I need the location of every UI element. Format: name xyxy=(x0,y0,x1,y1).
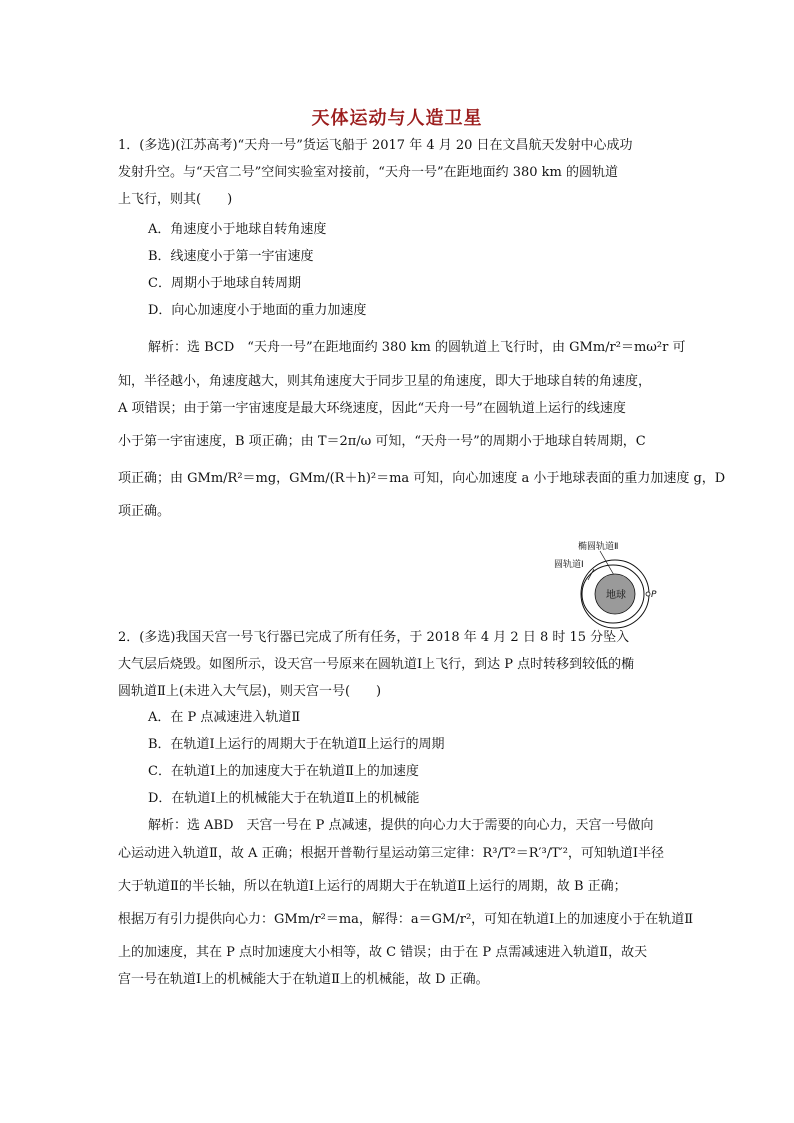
q1-stem xyxy=(118,132,678,213)
q2-analysis-line: 大于轨道Ⅱ的半长轴，所以在轨道Ⅰ上运行的周期大于在轨道Ⅱ上运行的周期，故 B 正确； xyxy=(118,879,627,894)
q2-analysis-line: 上的加速度，其在 P 点时加速度大小相等，故 C 错误；由于在 P 点需减速进入轨道Ⅱ，故天 xyxy=(118,945,648,960)
circle-orbit-label: 圆轨道Ⅰ xyxy=(554,560,584,570)
earth-label: 地球 xyxy=(606,590,626,601)
q1-analysis xyxy=(148,334,686,361)
circle-label-leader xyxy=(588,569,594,580)
q1-analysis-line: 项正确。 xyxy=(118,504,171,519)
q1-option-a: A．角速度小于地球自转角速度 xyxy=(148,222,327,237)
ellipse-orbit-label: 椭圆轨道Ⅱ xyxy=(578,542,619,552)
q1-stem-line: 1．(多选)(江苏高考)“天舟一号”货运飞船于 2017 年 4 月 20 日在文昌航天发射中心成功 xyxy=(118,138,633,153)
q2-option-a: A．在 P 点减速进入轨道Ⅱ xyxy=(148,710,301,725)
q1-stem-line: 上飞行，则其( ) xyxy=(118,192,233,207)
q2-stem-line: 圆轨道Ⅱ上(未进入大气层)，则天宫一号( ) xyxy=(118,684,382,699)
q1-analysis-line: 项正确；由 GMm/R²＝mg，GMm/(R＋h)²＝ma 可知，向心加速度 a 小于地球表面的重力加速度 g，D xyxy=(118,471,726,486)
q2-analysis xyxy=(148,812,678,839)
q2-analysis-line: 心运动进入轨道Ⅱ，故 A 正确；根据开普勒行星运动第三定律：R³/T²＝R′³/T′²，可知轨道Ⅰ半径 xyxy=(118,846,665,861)
q1-option-d: D．向心加速度小于地面的重力加速度 xyxy=(148,303,367,318)
q1-analysis-line: 解析：选 BCD “天舟一号”在距地面约 380 km 的圆轨道上飞行时，由 GMm/r²＝mω²r 可 xyxy=(148,340,686,355)
orbit-diagram xyxy=(548,538,658,630)
q2-stem-line: 大气层后烧毁。如图所示，设天宫一号原来在圆轨道Ⅰ上飞行，到达 P 点时转移到较低的椭 xyxy=(118,657,635,672)
q1-option-b: B．线速度小于第一宇宙速度 xyxy=(148,249,314,264)
q2-analysis-line: 根据万有引力提供向心力：GMm/r²＝ma，解得：a＝GM/r²，可知在轨道Ⅰ上的加速度小于在轨道Ⅱ xyxy=(118,912,694,927)
q2-stem-line: 2．(多选)我国天宫一号飞行器已完成了所有任务，于 2018 年 4 月 2 日 8 时 15 分坠入 xyxy=(118,630,630,645)
q1-analysis-line: 知，半径越小，角速度越大，则其角速度大于同步卫星的角速度，即大于地球自转的角速度， xyxy=(118,374,652,389)
q2-option-d: D．在轨道Ⅰ上的机械能大于在轨道Ⅱ上的机械能 xyxy=(148,791,420,806)
q1-analysis-line: 小于第一宇宙速度，B 项正确；由 T＝2π/ω 可知，“天舟一号”的周期小于地球自转周期，C xyxy=(118,434,646,449)
q2-analysis-line: 宫一号在轨道Ⅰ上的机械能大于在轨道Ⅱ上的机械能，故 D 正确。 xyxy=(118,972,489,987)
point-p-label: P xyxy=(651,590,657,600)
q2-option-b: B．在轨道Ⅰ上运行的周期大于在轨道Ⅱ上运行的周期 xyxy=(148,737,445,752)
q2-stem xyxy=(118,624,678,705)
page-title: 天体运动与人造卫星 xyxy=(311,108,483,129)
q2-option-c: C．在轨道Ⅰ上的加速度大于在轨道Ⅱ上的加速度 xyxy=(148,764,419,779)
q2-analysis-cont xyxy=(118,840,694,993)
q1-stem-line: 发射升空。与“天宫二号”空间实验室对接前，“天舟一号”在距地面约 380 km 的圆轨道 xyxy=(118,165,618,180)
q2-analysis-line: 解析：选 ABD 天宫一号在 P 点减速，提供的向心力大于需要的向心力，天宫一号做向 xyxy=(148,818,654,833)
q1-option-c: C．周期小于地球自转周期 xyxy=(148,276,301,291)
q1-analysis-cont xyxy=(118,368,726,525)
q1-analysis-line: A 项错误；由于第一宇宙速度是最大环绕速度，因此“天舟一号”在圆轨道上运行的线速度 xyxy=(118,401,626,416)
point-p-marker xyxy=(646,592,650,596)
